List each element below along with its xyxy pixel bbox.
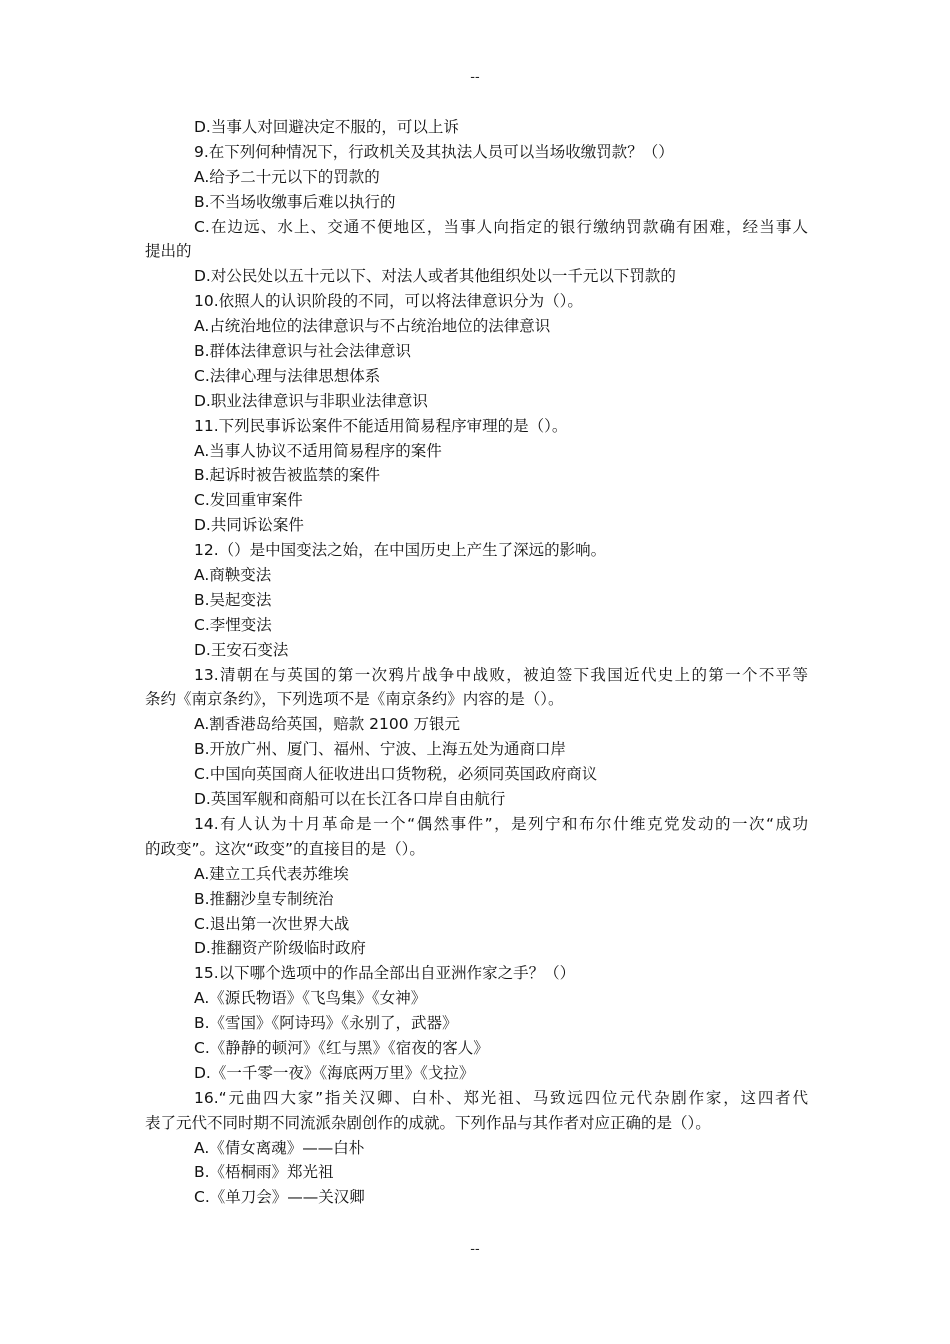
option-line: C.发回重审案件 (194, 491, 303, 510)
option-line: B.开放广州、厦门、福州、宁波、上海五处为通商口岸 (194, 740, 567, 759)
option-line: C.《单刀会》——关汉卿 (194, 1188, 365, 1207)
page-footer: -- (470, 1242, 480, 1257)
option-line: D.王安石变法 (194, 640, 289, 659)
page-header: -- (470, 70, 480, 85)
option-line: C.在边远、水上、交通不便地区，当事人向指定的银行缴纳罚款确有困难，经当事人 (194, 217, 808, 236)
question-16: 16.“元曲四大家”指关汉卿、白朴、郑光祖、马致远四位元代杂剧作家，这四者代 (194, 1088, 808, 1107)
question-13-continued: 条约《南京条约》，下列选项不是《南京条约》内容的是（）。 (145, 690, 564, 709)
option-line: C.《静静的顿河》《红与黑》《宿夜的客人》 (194, 1038, 489, 1057)
option-line: B.不当场收缴事后难以执行的 (194, 192, 396, 211)
option-line: A.占统治地位的法律意识与不占统治地位的法律意识 (194, 317, 551, 336)
question-14: 14.有人认为十月革命是一个“偶然事件”，是列宁和布尔什维克党发动的一次“成功 (194, 814, 808, 833)
option-line: C.中国向英国商人征收进出口货物税，必须同英国政府商议 (194, 765, 598, 784)
option-line: D.职业法律意识与非职业法律意识 (194, 391, 428, 410)
option-line: D.共同诉讼案件 (194, 516, 304, 535)
option-line: C.李悝变法 (194, 615, 272, 634)
option-line: D.对公民处以五十元以下、对法人或者其他组织处以一千元以下罚款的 (194, 267, 676, 286)
option-line: A.给予二十元以下的罚款的 (194, 167, 380, 186)
option-line: B.《雪国》《阿诗玛》《永别了，武器》 (194, 1014, 458, 1033)
option-line: B.吴起变法 (194, 590, 272, 609)
option-line-continued: 提出的 (145, 242, 192, 261)
question-text (145, 115, 808, 1210)
question-15: 15.以下哪个选项中的作品全部出自亚洲作家之手？（） (194, 964, 576, 983)
question-9: 9.在下列何种情况下，行政机关及其执法人员可以当场收缴罚款？（） (194, 142, 674, 161)
option-line: A.《倩女离魂》——白朴 (194, 1138, 365, 1157)
option-line: D.当事人对回避决定不服的，可以上诉 (194, 118, 459, 136)
question-11: 11.下列民事诉讼案件不能适用简易程序审理的是（）。 (194, 416, 568, 435)
option-line: D.《一千零一夜》《海底两万里》《戈拉》 (194, 1063, 475, 1082)
option-line: B.推翻沙皇专制统治 (194, 889, 334, 908)
option-line: C.法律心理与法律思想体系 (194, 366, 381, 385)
option-line: B.群体法律意识与社会法律意识 (194, 342, 412, 361)
option-line: C.退出第一次世界大战 (194, 914, 350, 933)
option-line: B.起诉时被告被监禁的案件 (194, 466, 381, 485)
option-line: D.英国军舰和商船可以在长江各口岸自由航行 (194, 790, 506, 809)
question-13: 13.清朝在与英国的第一次鸦片战争中战败，被迫签下我国近代史上的第一个不平等 (194, 665, 808, 684)
question-12: 12.（）是中国变法之始，在中国历史上产生了深远的影响。 (194, 541, 607, 560)
option-line: A.《源氏物语》《飞鸟集》《女神》 (194, 989, 427, 1008)
option-line: B.《梧桐雨》郑光祖 (194, 1163, 334, 1182)
question-14-continued: 的政变”。这次“政变”的直接目的是（）。 (145, 839, 425, 858)
question-10: 10.依照人的认识阶段的不同，可以将法律意识分为（）。 (194, 292, 583, 311)
option-line: A.建立工兵代表苏维埃 (194, 864, 349, 883)
option-line: A.当事人协议不适用简易程序的案件 (194, 441, 442, 460)
option-line: D.推翻资产阶级临时政府 (194, 939, 366, 958)
option-line: A.商鞅变法 (194, 566, 272, 585)
option-line: A.割香港岛给英国，赔款 2100 万银元 (194, 715, 461, 734)
question-16-continued: 表了元代不同时期不同流派杂剧创作的成就。下列作品与其作者对应正确的是（）。 (145, 1113, 711, 1132)
